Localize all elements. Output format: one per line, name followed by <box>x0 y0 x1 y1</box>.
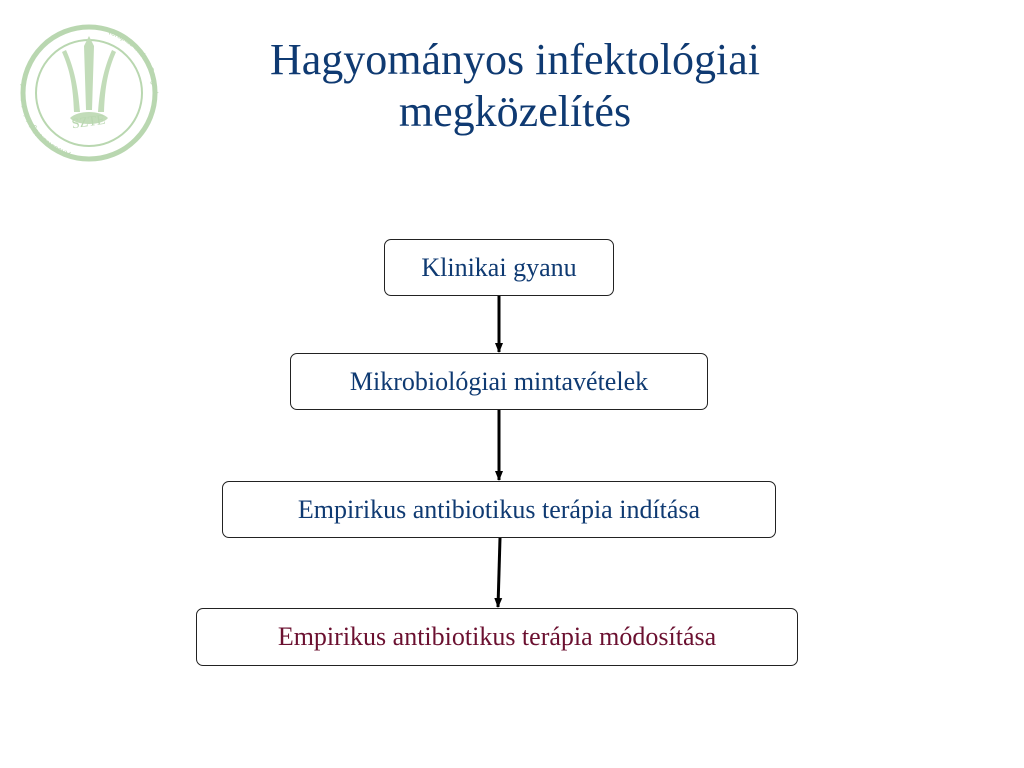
flow-step-terapia-modositasa <box>196 608 798 666</box>
flow-step-label: Empirikus antibiotikus terápia indítása <box>297 494 701 524</box>
logo-ring-text-left: Aneszteziológiai és Intenzív <box>18 79 72 159</box>
flow-step-terapia-inditasa <box>222 481 776 538</box>
flow-step-klinikai-gyanu <box>384 239 614 296</box>
flow-step-label: Empirikus antibiotikus terápia módosítása <box>277 622 717 651</box>
flow-step-mintavetelek <box>290 353 708 410</box>
arrow-3-to-4 <box>498 538 500 607</box>
flow-step-label: Klinikai gyanu <box>421 252 577 282</box>
logo-text: SZTE <box>70 112 107 133</box>
slide-title-line-2: megközelítés <box>398 87 632 136</box>
logo-ring-text-right: Terápiás Intézet Szeged <box>106 27 160 94</box>
slide-title-line-1: Hagyományos infektológiai <box>269 35 760 84</box>
flow-step-label: Mikrobiológiai mintavételek <box>349 366 649 396</box>
